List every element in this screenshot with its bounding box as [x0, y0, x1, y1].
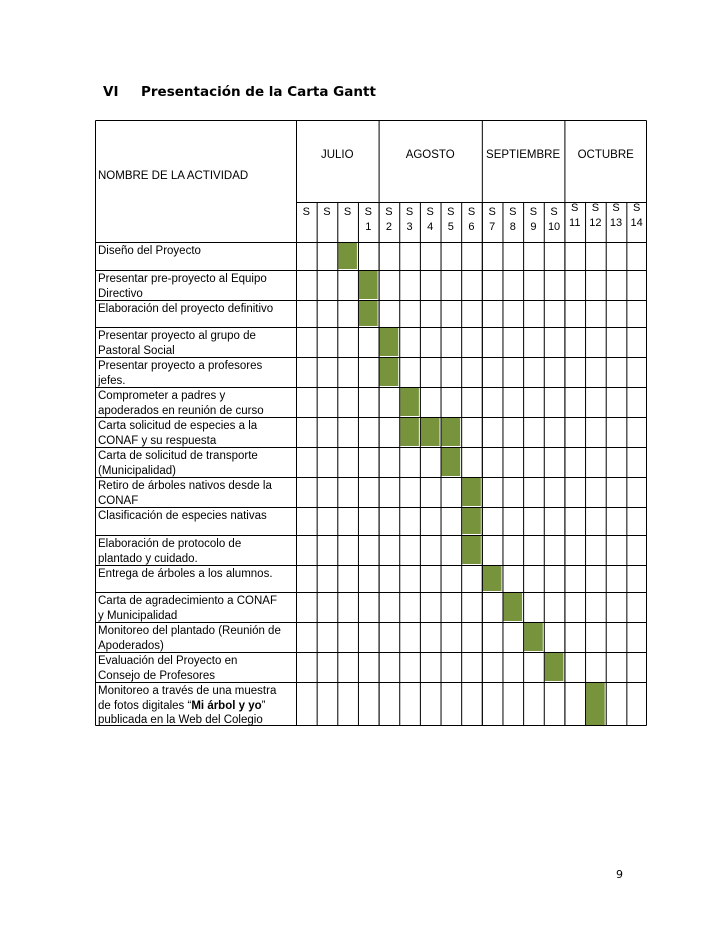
week-label: [523, 205, 544, 235]
gantt-bar: [462, 508, 481, 534]
week-label-number: 2: [385, 221, 392, 233]
activity-column-header: NOMBRE DE LA ACTIVIDAD: [98, 170, 249, 182]
month-label: JULIO: [320, 149, 354, 161]
week-label-number: 4: [427, 221, 434, 233]
week-label: [461, 205, 482, 235]
task-name: Diseño del Proyecto: [98, 245, 201, 257]
week-label-number: 1: [365, 221, 372, 233]
gantt-bar: [338, 243, 357, 269]
week-label-s: S: [323, 206, 331, 218]
week-label-number: 13: [609, 217, 623, 229]
week-label: [420, 205, 441, 235]
task-name: Clasificación de especies nativas: [98, 510, 267, 522]
gantt-chart-table: [95, 120, 647, 726]
task-name-part: Monitoreo a través de una muestra de fotos digitales “: [98, 685, 277, 712]
week-label-number: 9: [530, 221, 537, 233]
week-label-number: 14: [630, 217, 643, 229]
week-label-s: S: [426, 206, 434, 218]
gantt-bar: [421, 418, 440, 446]
week-label-s: S: [612, 202, 620, 214]
gantt-bar: [442, 448, 461, 476]
page-number: 9: [616, 868, 623, 881]
task-name: Presentar pre-proyecto al Equipo Directivo: [98, 273, 267, 300]
task-name: Entrega de árboles a los alumnos.: [98, 568, 273, 580]
month-label: OCTUBRE: [577, 149, 634, 161]
week-label: [358, 205, 379, 235]
week-label-number: 8: [509, 221, 516, 233]
month-label: AGOSTO: [405, 149, 455, 161]
gantt-bar: [524, 623, 543, 651]
week-label: [379, 205, 400, 235]
task-name: Carta solicitud de especies a la CONAF y su respuesta: [98, 420, 258, 447]
week-label-s: S: [447, 206, 455, 218]
week-label: [399, 205, 420, 235]
gantt-bar: [586, 683, 605, 725]
task-name-bold: Mi árbol y yo: [191, 699, 262, 712]
gantt-bar: [442, 418, 461, 446]
week-label-s: S: [364, 206, 372, 218]
week-label-number: 12: [589, 217, 602, 229]
task-name: Elaboración del proyecto definitivo: [98, 303, 274, 315]
week-label-number: 3: [406, 221, 413, 233]
week-label: [585, 201, 606, 231]
week-label-s: S: [591, 202, 600, 214]
task-name-part: ” publicada en la Web del Colegio: [98, 699, 266, 726]
week-label-s: S: [571, 202, 579, 214]
week-label-number: 11: [569, 217, 581, 229]
gantt-bar: [462, 536, 481, 564]
week-label: [317, 205, 338, 220]
gantt-bar: [359, 271, 378, 299]
week-label: [626, 201, 647, 231]
week-label: [337, 205, 358, 220]
task-name: Elaboración de protocolo de plantado y cuidado.: [98, 538, 242, 565]
task-name: Comprometer a padres y apoderados en reunión de curso: [98, 390, 264, 417]
week-label: [544, 205, 565, 235]
week-label: [296, 205, 317, 220]
week-label-s: S: [488, 206, 496, 218]
gantt-bar: [400, 388, 419, 416]
week-label: [502, 205, 523, 235]
week-label-s: S: [343, 206, 352, 218]
week-label-s: S: [509, 206, 517, 218]
task-name: Carta de agradecimiento a CONAF y Municipalidad: [98, 595, 277, 622]
week-label-s: S: [302, 206, 310, 218]
task-name: Evaluación del Proyecto en Consejo de Profesores: [98, 655, 238, 682]
week-label-s: S: [467, 206, 476, 218]
week-label: [564, 201, 585, 231]
week-label-s: S: [405, 206, 414, 218]
week-label-s: S: [385, 206, 393, 218]
task-name: Carta de solicitud de transporte (Municipalidad): [98, 450, 258, 477]
week-label: [606, 201, 627, 231]
section-heading: [103, 84, 376, 100]
week-label-number: 5: [447, 221, 454, 233]
task-name: Retiro de árboles nativos desde la CONAF: [98, 480, 272, 507]
gantt-bar: [380, 328, 399, 356]
week-label: [441, 205, 462, 235]
week-label-number: 10: [547, 221, 561, 233]
week-label: [482, 205, 503, 235]
task-name: Presentar proyecto al grupo de Pastoral Social: [98, 330, 256, 357]
gantt-bar: [400, 418, 419, 446]
week-label-s: S: [632, 202, 641, 214]
week-label-number: 6: [468, 221, 475, 233]
gantt-bar: [483, 566, 502, 591]
gantt-bar: [545, 653, 564, 681]
task-name: Monitoreo del plantado (Reunión de Apoderados): [98, 625, 281, 652]
task-name: [98, 684, 298, 728]
gantt-bar: [503, 593, 522, 621]
week-label-s: S: [550, 206, 558, 218]
section-title: Presentación de la Carta Gantt: [141, 84, 376, 100]
month-label: SEPTIEMBRE: [486, 149, 561, 161]
task-name: Presentar proyecto a profesores jefes.: [98, 360, 263, 387]
gantt-bar: [380, 358, 399, 386]
week-label-number: 7: [489, 221, 496, 233]
section-number: VI: [103, 84, 119, 100]
gantt-bar: [359, 301, 378, 326]
gantt-bar: [462, 478, 481, 506]
week-label-s: S: [529, 206, 538, 218]
